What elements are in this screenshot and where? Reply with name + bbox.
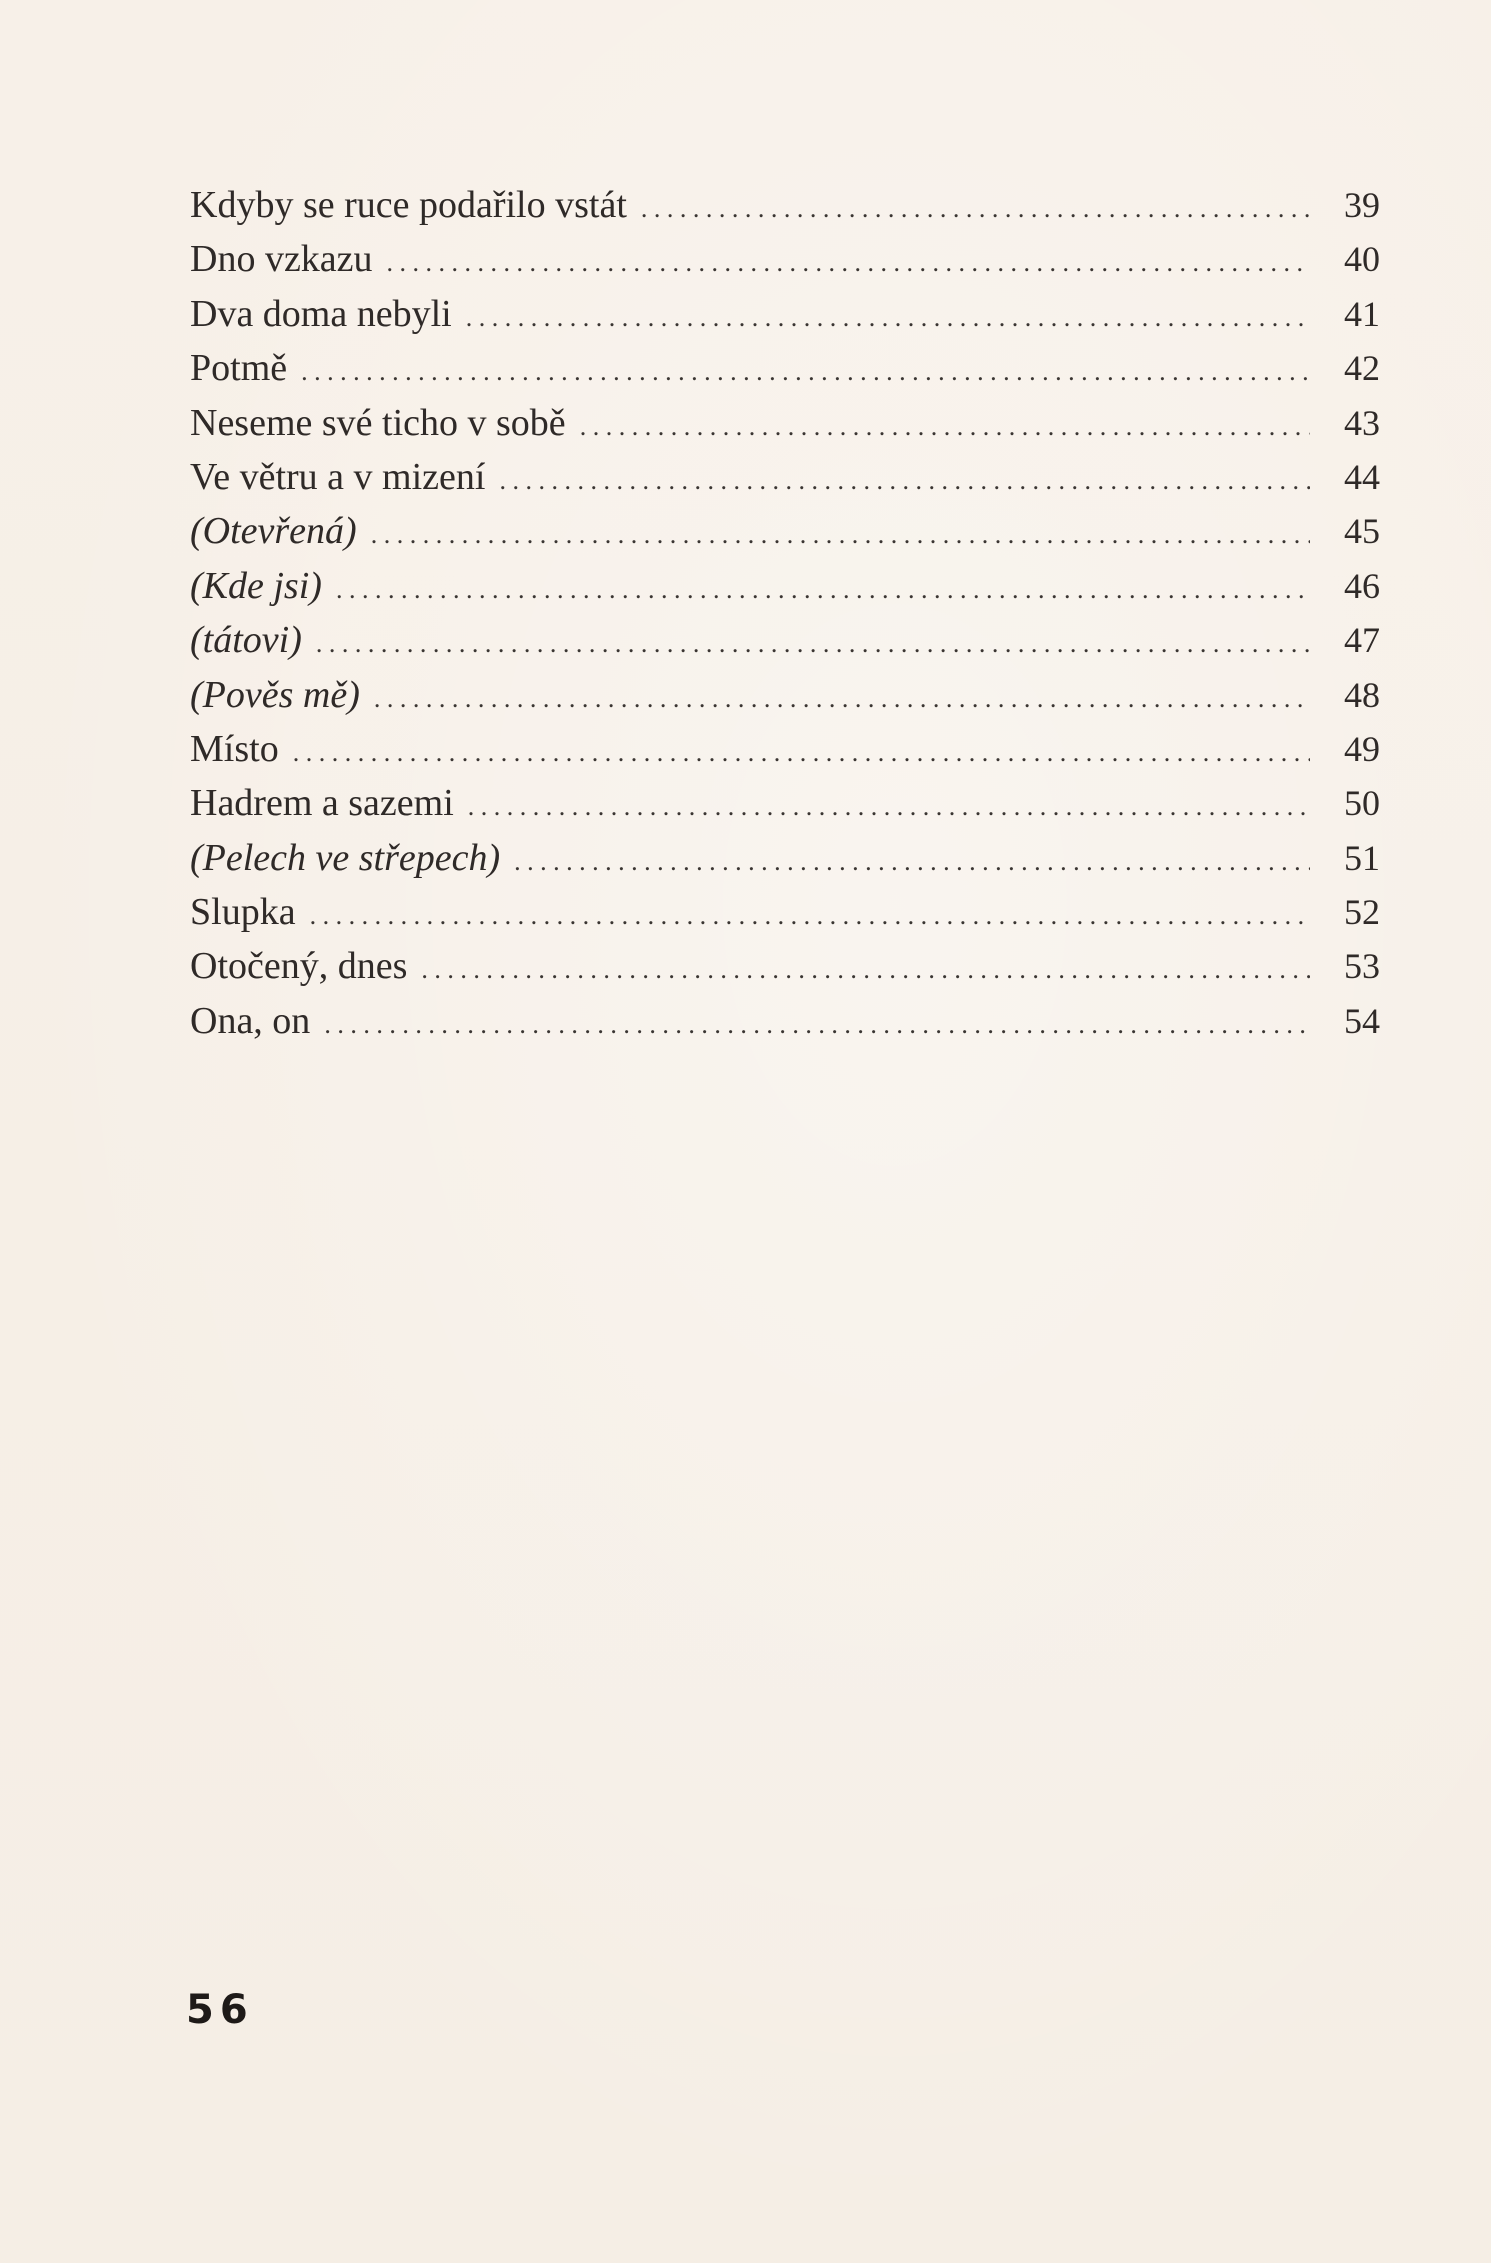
toc-entry-page: 52 — [1344, 892, 1380, 933]
toc-entry — [190, 885, 1380, 939]
toc-entry-title: Potmě — [190, 347, 288, 390]
dot-leader — [580, 400, 1310, 454]
toc-entry-title: Dno vzkazu — [190, 238, 373, 281]
toc-entry — [190, 396, 1380, 450]
toc-entry — [190, 559, 1380, 613]
dot-leader — [514, 835, 1310, 889]
toc-entry-title: Slupka — [190, 891, 296, 934]
toc-entry-title: (Pověs mě) — [190, 673, 360, 716]
toc-entry — [190, 341, 1380, 395]
page-number: 56 — [186, 1987, 254, 2033]
toc-entry-page: 50 — [1344, 783, 1380, 824]
toc-entry-page: 43 — [1344, 402, 1380, 443]
toc-entry-page: 51 — [1344, 837, 1380, 878]
dot-leader — [336, 563, 1310, 617]
toc-entry-page: 45 — [1344, 511, 1380, 552]
dot-leader — [301, 345, 1310, 399]
dot-leader — [387, 236, 1310, 290]
toc-entry-title: Místo — [190, 727, 279, 770]
dot-leader — [324, 998, 1310, 1052]
toc-entry — [190, 722, 1380, 776]
toc-entry-title: (Otevřená) — [190, 510, 357, 553]
toc-entry — [190, 776, 1380, 830]
toc-entry-title: (tátovi) — [190, 619, 302, 662]
dot-leader — [371, 508, 1310, 562]
toc-entry — [190, 668, 1380, 722]
dot-leader — [293, 726, 1310, 780]
toc-entry-page: 46 — [1344, 565, 1380, 606]
toc-entry — [190, 613, 1380, 667]
toc-entry-page: 47 — [1344, 620, 1380, 661]
toc-entry — [190, 994, 1380, 1048]
toc-entry-title: Ve větru a v mizení — [190, 455, 486, 498]
toc-entry-title: Kdyby se ruce podařilo vstát — [190, 184, 627, 226]
toc-entry-page: 54 — [1344, 1000, 1380, 1041]
toc-entry — [190, 504, 1380, 558]
toc-entry-page: 53 — [1344, 946, 1380, 987]
toc-entry-title: Neseme své ticho v sobě — [190, 401, 566, 444]
table-of-contents — [190, 178, 1380, 1048]
toc-entry-page: 39 — [1344, 185, 1380, 225]
dot-leader — [466, 291, 1310, 345]
dot-leader — [499, 454, 1310, 508]
toc-entry — [190, 450, 1380, 504]
toc-entry — [190, 287, 1380, 341]
toc-entry-page: 40 — [1344, 239, 1380, 280]
toc-entry-page: 41 — [1344, 293, 1380, 334]
dot-leader — [310, 889, 1310, 943]
dot-leader — [468, 780, 1310, 834]
toc-entry-title: (Kde jsi) — [190, 564, 322, 607]
toc-entry-title: (Pelech ve střepech) — [190, 836, 501, 879]
toc-entry-title: Dva doma nebyli — [190, 292, 452, 335]
toc-entry-title: Hadrem a sazemi — [190, 782, 454, 825]
dot-leader — [641, 182, 1310, 236]
toc-entry — [190, 232, 1380, 286]
toc-entry-page: 49 — [1344, 728, 1380, 769]
dot-leader — [374, 672, 1310, 726]
toc-entry-title: Ona, on — [190, 999, 311, 1042]
toc-entry-page: 44 — [1344, 456, 1380, 497]
toc-entry — [190, 178, 1380, 232]
dot-leader — [316, 617, 1310, 671]
toc-entry — [190, 939, 1380, 993]
toc-entry — [190, 831, 1380, 885]
toc-entry-page: 48 — [1344, 674, 1380, 715]
dot-leader — [421, 943, 1310, 997]
toc-entry-title: Otočený, dnes — [190, 945, 408, 988]
toc-entry-page: 42 — [1344, 348, 1380, 389]
